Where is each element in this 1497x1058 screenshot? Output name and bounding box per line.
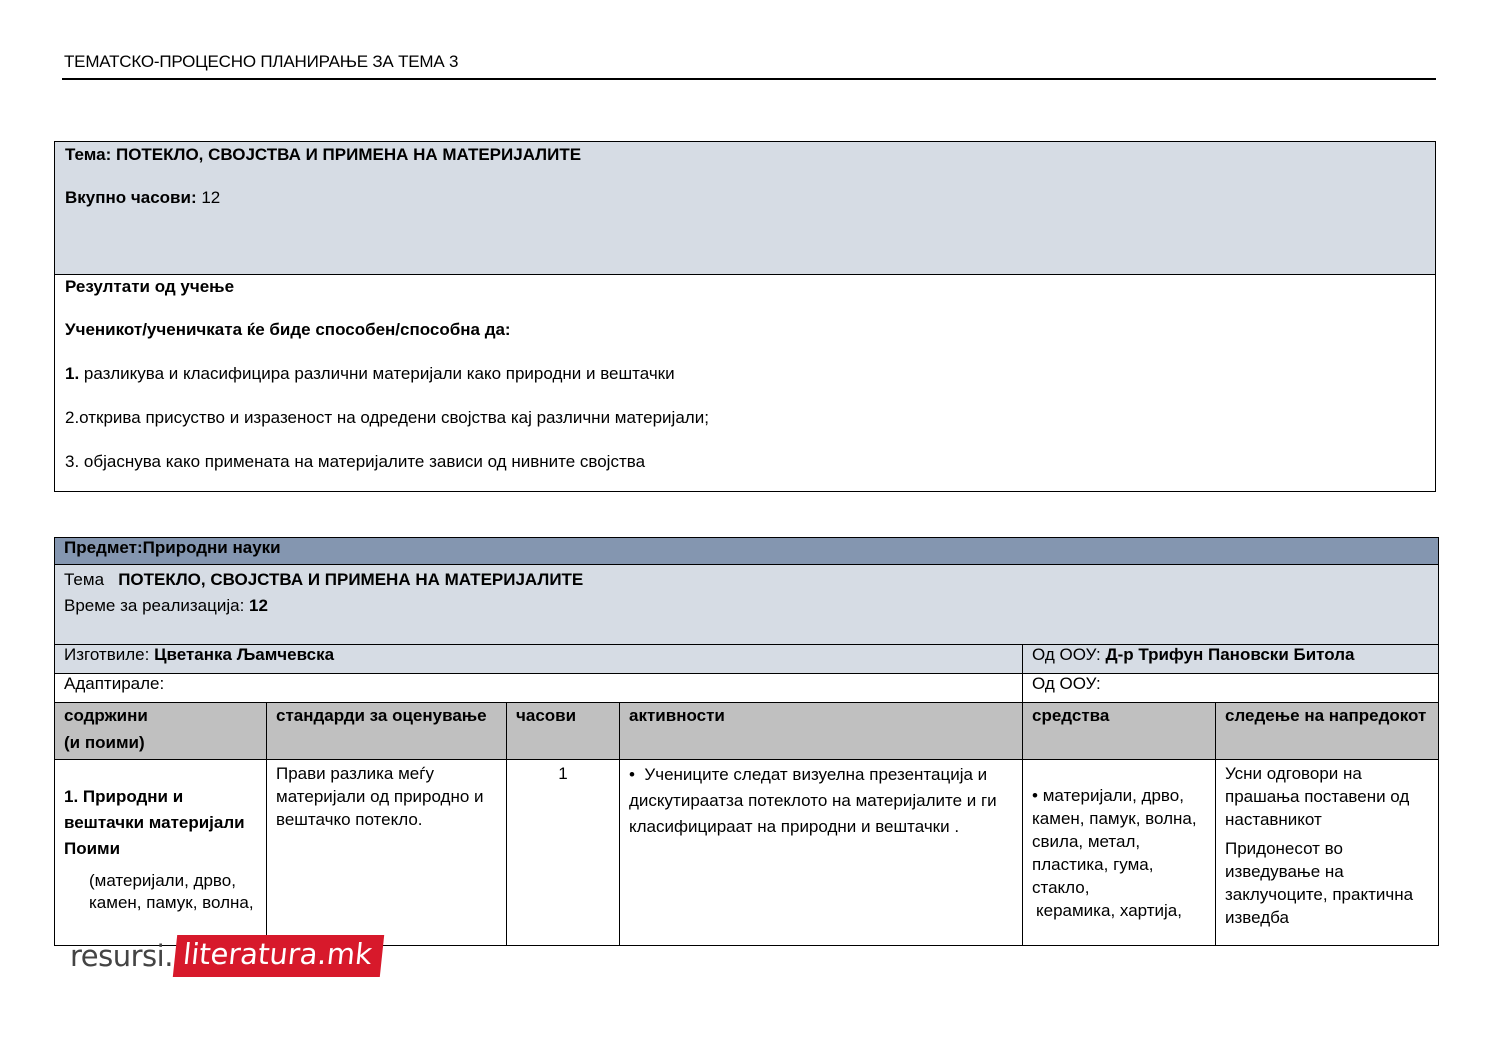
total-hours-value: 12 xyxy=(201,188,221,207)
theme-label: Тема xyxy=(64,570,105,589)
outcome-3: 3. објаснува како примената на материјалите зависи од нивните својства xyxy=(65,452,646,471)
page-header-title: ТЕМАТСКО-ПРОЦЕСНО ПЛАНИРАЊЕ ЗА ТЕМА 3 xyxy=(64,52,459,71)
header-resources: средства xyxy=(1023,703,1216,760)
theme-cell xyxy=(55,565,1439,645)
resource-bullet: • xyxy=(1032,786,1038,805)
subject-cell: Предмет:Природни науки xyxy=(55,538,1439,565)
prepared-value: Цветанка Љамчевска xyxy=(154,645,335,664)
header-divider xyxy=(62,78,1436,80)
topic-box xyxy=(54,141,1436,492)
topic-label: Тема: xyxy=(65,145,112,164)
activity-bullet: • xyxy=(629,765,635,784)
row1-tracking xyxy=(1216,760,1439,946)
subject-row xyxy=(55,538,1439,565)
logo-text-literatura: literatura.mk xyxy=(173,935,384,977)
row1-activity-text: Учениците следат визуелна презентација и дискутираатза потеклото на материјалите и ги класифицираат на природни и вештачки . xyxy=(629,765,997,836)
header-contents-line1: содржини xyxy=(64,706,148,725)
header-contents xyxy=(55,703,267,760)
row1-resources-text: материјали, дрво, камен, памук, волна, свила, метал, пластика, гума, стакло, xyxy=(1032,786,1197,897)
row1-activity xyxy=(620,760,1023,946)
school-label: Од ООУ: xyxy=(1032,645,1101,664)
row1-hours: 1 xyxy=(507,760,620,946)
theme-line xyxy=(64,567,1429,593)
row1-contents xyxy=(55,760,267,946)
outcome-2: 2.открива присуство и изразеност на одредени својства кај различни материјали; xyxy=(65,408,709,427)
adapted-row xyxy=(55,674,1439,703)
row1-tracking-2: Придонесот во изведување на заклучоците, практична изведба xyxy=(1225,839,1414,927)
topic-box-header xyxy=(55,142,1435,275)
row1-resources-last: керамика, хартија, xyxy=(1036,901,1182,920)
outcome-1-text: разликува и класифицира различни материјали како природни и вештачки xyxy=(79,364,675,383)
adapted-cell: Адаптирале: xyxy=(55,674,1023,703)
time-value: 12 xyxy=(249,596,268,615)
row1-tracking-1: Усни одговори на прашања поставени од наставникот xyxy=(1225,764,1410,829)
table-row xyxy=(55,760,1439,946)
resursi-literatura-logo xyxy=(70,930,382,982)
learning-results-heading: Резултати од учење xyxy=(65,277,235,296)
header-tracking: следење на напредокот xyxy=(1216,703,1439,760)
total-hours-line xyxy=(65,188,220,208)
header-activities: активности xyxy=(620,703,1023,760)
total-hours-label: Вкупно часови: xyxy=(65,188,197,207)
student-ability-line: Ученикот/ученичката ќе биде способен/способна да: xyxy=(65,320,511,339)
school-cell xyxy=(1023,645,1439,674)
header-hours: часови xyxy=(507,703,620,760)
time-label: Време за реализација: xyxy=(64,596,245,615)
logo-text-resursi: resursi. xyxy=(70,939,173,973)
theme-value: ПОТЕКЛО, СВОЈСТВА И ПРИМЕНА НА МАТЕРИЈАЛИТЕ xyxy=(118,570,584,589)
prepared-cell xyxy=(55,645,1023,674)
prepared-label: Изготвиле: xyxy=(64,645,150,664)
column-header-row xyxy=(55,703,1439,760)
topic-line xyxy=(65,145,581,165)
outcome-1-number: 1. xyxy=(65,364,80,383)
row1-content-title: 1. Природни и вештачки материјали Поими xyxy=(64,787,245,858)
outcome-1 xyxy=(65,364,675,384)
plan-table xyxy=(54,537,1439,946)
row1-standard: Прави разлика меѓу материјали од природно и вештачко потекло. xyxy=(267,760,507,946)
author-row xyxy=(55,645,1439,674)
row1-resources xyxy=(1023,760,1216,946)
row1-content-terms: (материјали, дрво, камен, памук, волна, xyxy=(89,871,254,912)
school-value: Д-р Трифун Пановски Битола xyxy=(1105,645,1355,664)
school2-cell: Од ООУ: xyxy=(1023,674,1439,703)
topic-value: ПОТЕКЛО, СВОЈСТВА И ПРИМЕНА НА МАТЕРИЈАЛИТЕ xyxy=(115,145,582,164)
header-contents-line2: (и поими) xyxy=(64,733,145,752)
header-standards: стандарди за оценување xyxy=(267,703,507,760)
theme-row xyxy=(55,565,1439,645)
time-line xyxy=(64,593,1429,619)
